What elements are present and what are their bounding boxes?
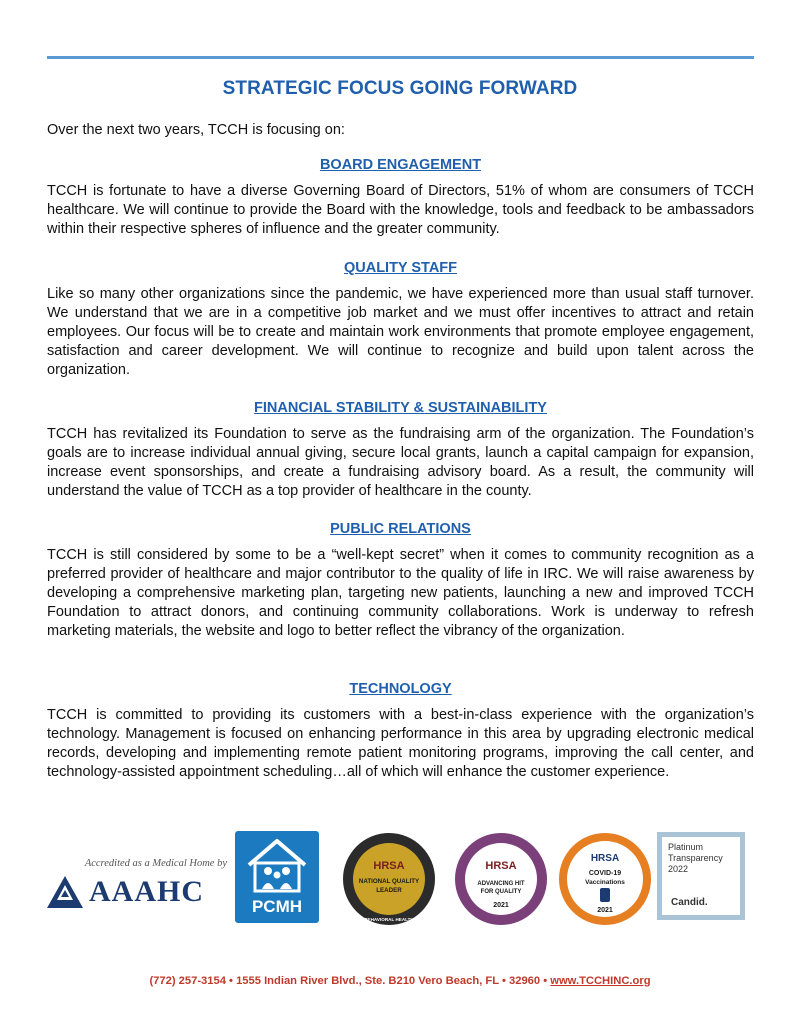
aaahc-wordmark: AAAHC	[89, 875, 204, 908]
section-body: TCCH is committed to providing its customers with a best-in-class experience with the organization’s technology. Management is focused on enhancing performance in this area by upgrading electronic medical records, developing and implementing remote patient monitoring programs, improving the call center, and technology-assisted appointment scheduling…all of which will enhance the customer experience.	[47, 707, 754, 780]
section-body: TCCH has revitalized its Foundation to serve as the fundraising arm of the organization. The Foundation’s goals are to increase individual annual giving, secure local grants, launch a capital campaign for expansion, increase event sponsorships, and create a fundraising advisory board. As a result, the community will understand the value of TCCH as a top provider of healthcare in the county.	[47, 426, 754, 499]
section-heading: BOARD ENGAGEMENT	[319, 157, 482, 173]
section-quality-staff	[47, 260, 754, 380]
triangle-icon	[47, 876, 83, 908]
section-board-engagement	[47, 157, 754, 239]
section-financial-stability	[47, 400, 754, 501]
hrsa-covid-vaccinations-badge	[557, 831, 653, 927]
candid-line1: Platinum	[668, 842, 704, 852]
section-heading: QUALITY STAFF	[343, 260, 458, 276]
badge-year: 2021	[597, 907, 613, 914]
section-body: Like so many other organizations since the pandemic, we have experienced more than usual staff turnover. We understand that we are in a competitive job market and we must offer incentives to attract and retain employees. Our focus will be to create and maintain work environments that promote employee engagement, satisfaction and career development. We will continue to recognize and build upon talent across the organization.	[47, 286, 754, 378]
section-technology	[47, 681, 754, 782]
badge-line2: LEADER	[376, 887, 402, 894]
hrsa-advancing-hit-badge	[451, 831, 551, 927]
candid-year: 2022	[668, 864, 689, 874]
pcmh-logo	[235, 831, 319, 923]
badge-brand: HRSA	[485, 860, 517, 872]
section-heading: TECHNOLOGY	[349, 681, 452, 697]
candid-name: Candid.	[671, 897, 708, 908]
footer-contact: (772) 257-3154 • 1555 Indian River Blvd., Ste. B210 Vero Beach, FL • 32960 •	[149, 975, 548, 987]
badge-line2: FOR QUALITY	[480, 889, 522, 895]
candid-line2: Transparency	[668, 853, 723, 863]
candid-transparency-seal	[657, 832, 745, 920]
page-title: STRATEGIC FOCUS GOING FORWARD	[222, 78, 578, 99]
accreditation-logos	[47, 828, 754, 928]
hrsa-quality-leader-badge	[339, 831, 439, 927]
badge-brand: HRSA	[373, 860, 405, 872]
badge-line1: ADVANCING HIT	[477, 881, 525, 887]
badge-brand: HRSA	[590, 853, 620, 864]
badge-year: 2021	[493, 902, 509, 909]
section-heading: PUBLIC RELATIONS	[330, 521, 471, 537]
section-body: TCCH is fortunate to have a diverse Governing Board of Directors, 51% of whom are consumers of TCCH healthcare. We will continue to provide the Board with the knowledge, tools and feedback to be ambassadors within their respective spheres of influence and the greater community.	[47, 183, 754, 237]
footer	[0, 975, 800, 987]
section-public-relations	[47, 521, 754, 641]
badge-bottom: BEHAVIORAL HEALTH	[364, 917, 414, 922]
accredited-text: Accredited as a Medical Home by	[84, 858, 227, 869]
badge-line1: COVID-19	[588, 870, 622, 877]
pcmh-wordmark: PCMH	[251, 897, 303, 916]
intro-text: Over the next two years, TCCH is focusing on:	[47, 122, 345, 138]
aaahc-logo	[47, 858, 227, 909]
section-heading: FINANCIAL STABILITY & SUSTAINABILITY	[254, 400, 547, 416]
badge-line1: NATIONAL QUALITY	[358, 878, 420, 885]
website-link[interactable]: www.TCCHINC.org	[550, 975, 651, 987]
section-body: TCCH is still considered by some to be a “well-kept secret” when it comes to community recognition as a preferred provider of healthcare and major contributor to the quality of life in IRC. We will raise awareness by developing a comprehensive marketing plan, targeting new patients, launching a new and improved TCCH Foundation to attract donors, and continuing community collaborations. Work is underway to refresh marketing materials, the website and logo to better reflect the vibrancy of the organization.	[47, 547, 754, 639]
vaccine-vial-icon	[600, 888, 610, 902]
badge-line2: Vaccinations	[585, 879, 625, 886]
top-rule	[47, 56, 754, 59]
house-people-icon	[235, 831, 319, 895]
